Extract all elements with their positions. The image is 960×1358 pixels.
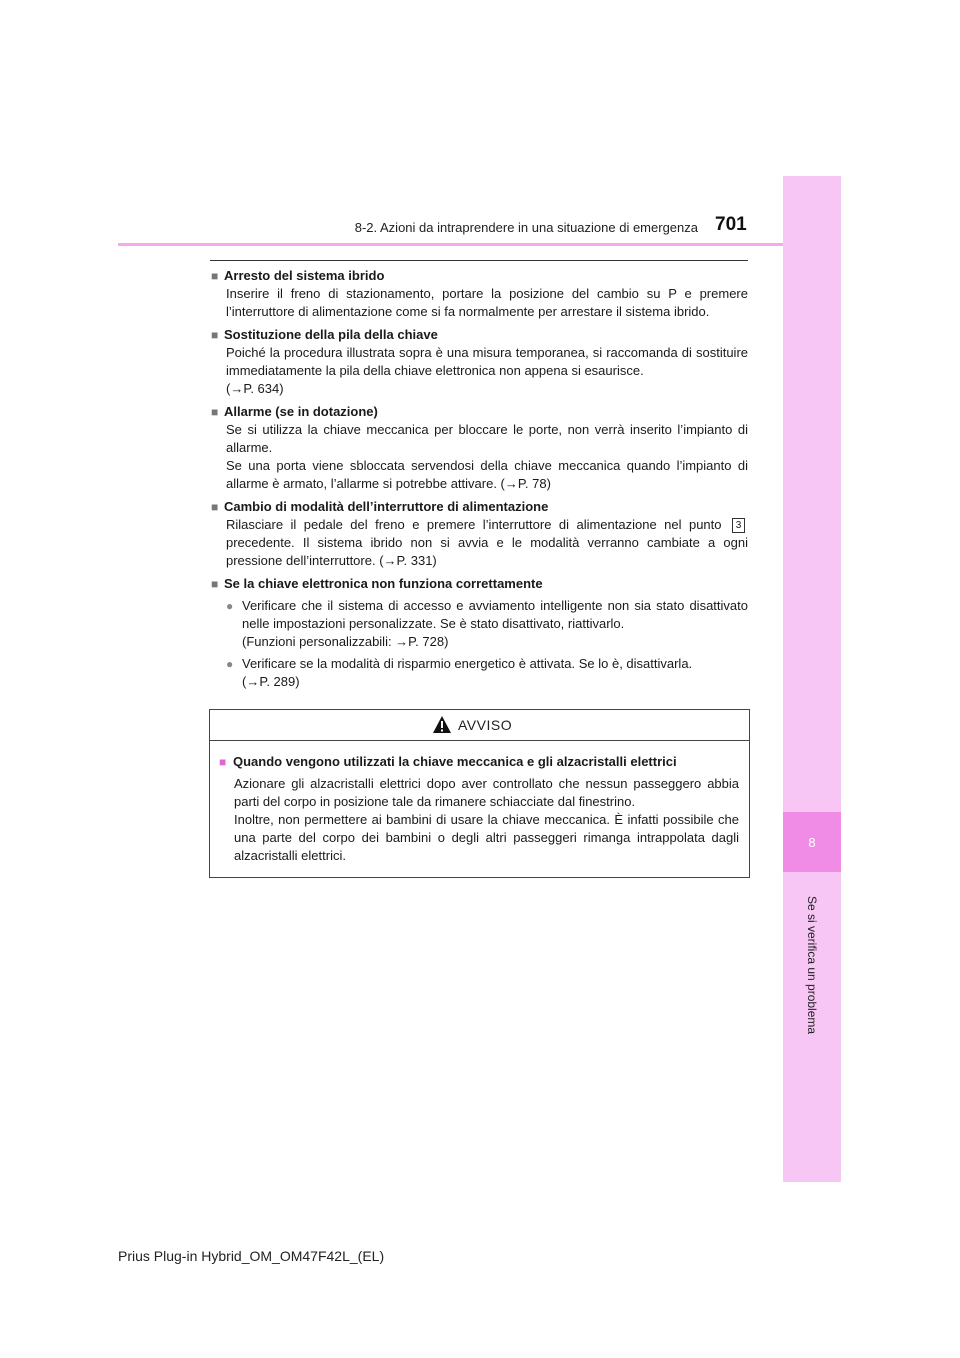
content-body <box>210 267 748 696</box>
content-divider <box>210 260 748 261</box>
square-bullet-icon: ■ <box>211 577 219 591</box>
document-footer: Prius Plug-in Hybrid_OM_OM47F42L_(EL) <box>118 1248 385 1264</box>
step-reference-box: 3 <box>732 518 745 533</box>
chapter-number-tab[interactable] <box>783 812 841 872</box>
header-divider <box>118 243 783 246</box>
square-bullet-icon: ■ <box>211 269 219 283</box>
paragraph-start: Rilasciare il pedale del freno e premere l’interruttore di alimentazione nel punto <box>226 517 722 532</box>
item-title: ■ Cambio di modalità dell’interruttore di alimentazione <box>211 499 549 514</box>
item-allarme <box>210 403 748 493</box>
paragraph: Azionare gli alzacristalli elettrici dopo aver controllato che nessun passeggero abbia parti del corpo in posizione tale da rimanere schiacciate dal finestrino. <box>234 776 739 809</box>
paragraph: Inoltre, non permettere ai bambini di usare la chiave meccanica. È infatti possibile che una parte del corpo dei bambini o degli altri passeggeri rimanga intrappolata dagli alzacristalli elettrici. <box>234 812 739 863</box>
paragraph: Se si utilizza la chiave meccanica per bloccare le porte, non verrà inserito l’impianto di allarme. <box>226 422 748 455</box>
square-bullet-icon: ■ <box>211 405 219 419</box>
item-body <box>210 516 748 570</box>
warning-label: AVVISO <box>458 717 513 733</box>
square-bullet-icon: ■ <box>211 500 219 514</box>
sub-item <box>226 655 748 691</box>
sub-text: Verificare che il sistema di accesso e avviamento intelligente non sia stato disattivato nelle impostazioni personalizzate. Se è stato disattivato, riattivarlo. <box>242 598 748 631</box>
chapter-title-tab <box>783 880 841 1050</box>
paragraph: Se una porta viene sbloccata servendosi della chiave meccanica quando l’impianto di allarme è armato, l’allarme si potrebbe attivare. (→P. 78) <box>226 458 748 491</box>
warning-triangle-icon <box>432 715 452 734</box>
item-body <box>210 597 748 691</box>
item-arresto <box>210 267 748 321</box>
item-title: ■ Arresto del sistema ibrido <box>211 268 385 283</box>
item-body <box>210 344 748 398</box>
page-number: 701 <box>715 214 747 235</box>
square-bullet-icon: ■ <box>219 755 227 769</box>
paragraph: Poiché la procedura illustrata sopra è una misura temporanea, si raccomanda di sostituire immediatamente la pila della chiave elettronica non appena si esaurisce. <box>226 345 748 378</box>
item-body <box>210 421 748 493</box>
square-bullet-icon: ■ <box>211 328 219 342</box>
warning-title: ■ Quando vengono utilizzati la chiave meccanica e gli alzacristalli elettrici <box>219 754 677 769</box>
warning-header <box>210 710 749 741</box>
sub-item <box>226 597 748 651</box>
page-reference[interactable]: (Funzioni personalizzabili: →P. 728) <box>242 634 449 649</box>
warning-body <box>210 741 749 865</box>
chapter-number: 8 <box>808 834 816 850</box>
warning-box <box>209 709 750 878</box>
circle-bullet-icon: ● <box>226 599 234 613</box>
chapter-title: Se si verifica un problema <box>805 895 819 1035</box>
item-title: ■ Se la chiave elettronica non funziona correttamente <box>211 576 543 591</box>
item-body <box>210 285 748 321</box>
item-title: ■ Allarme (se in dotazione) <box>211 404 378 419</box>
page-reference[interactable]: (→P. 289) <box>242 674 300 689</box>
section-title: 8-2. Azioni da intraprendere in una situazione di emergenza <box>354 220 698 235</box>
paragraph-end: precedente. Il sistema ibrido non si avvia e le modalità verranno cambiate a ogni pressione dell’interruttore. (→P. 331) <box>226 535 748 568</box>
sub-text: Verificare se la modalità di risparmio energetico è attivata. Se lo è, disattivarla. <box>242 656 693 671</box>
warning-text <box>219 775 739 865</box>
page-reference[interactable]: (→P. 634) <box>226 381 284 396</box>
circle-bullet-icon: ● <box>226 657 234 671</box>
paragraph: Inserire il freno di stazionamento, portare la posizione del cambio su P e premere l’interruttore di alimentazione come si fa normalmente per arrestare il sistema ibrido. <box>226 286 748 319</box>
item-title: ■ Sostituzione della pila della chiave <box>211 327 438 342</box>
item-chiave-elettronica <box>210 575 748 691</box>
item-sostituzione-pila <box>210 326 748 398</box>
item-cambio-modalita <box>210 498 748 570</box>
